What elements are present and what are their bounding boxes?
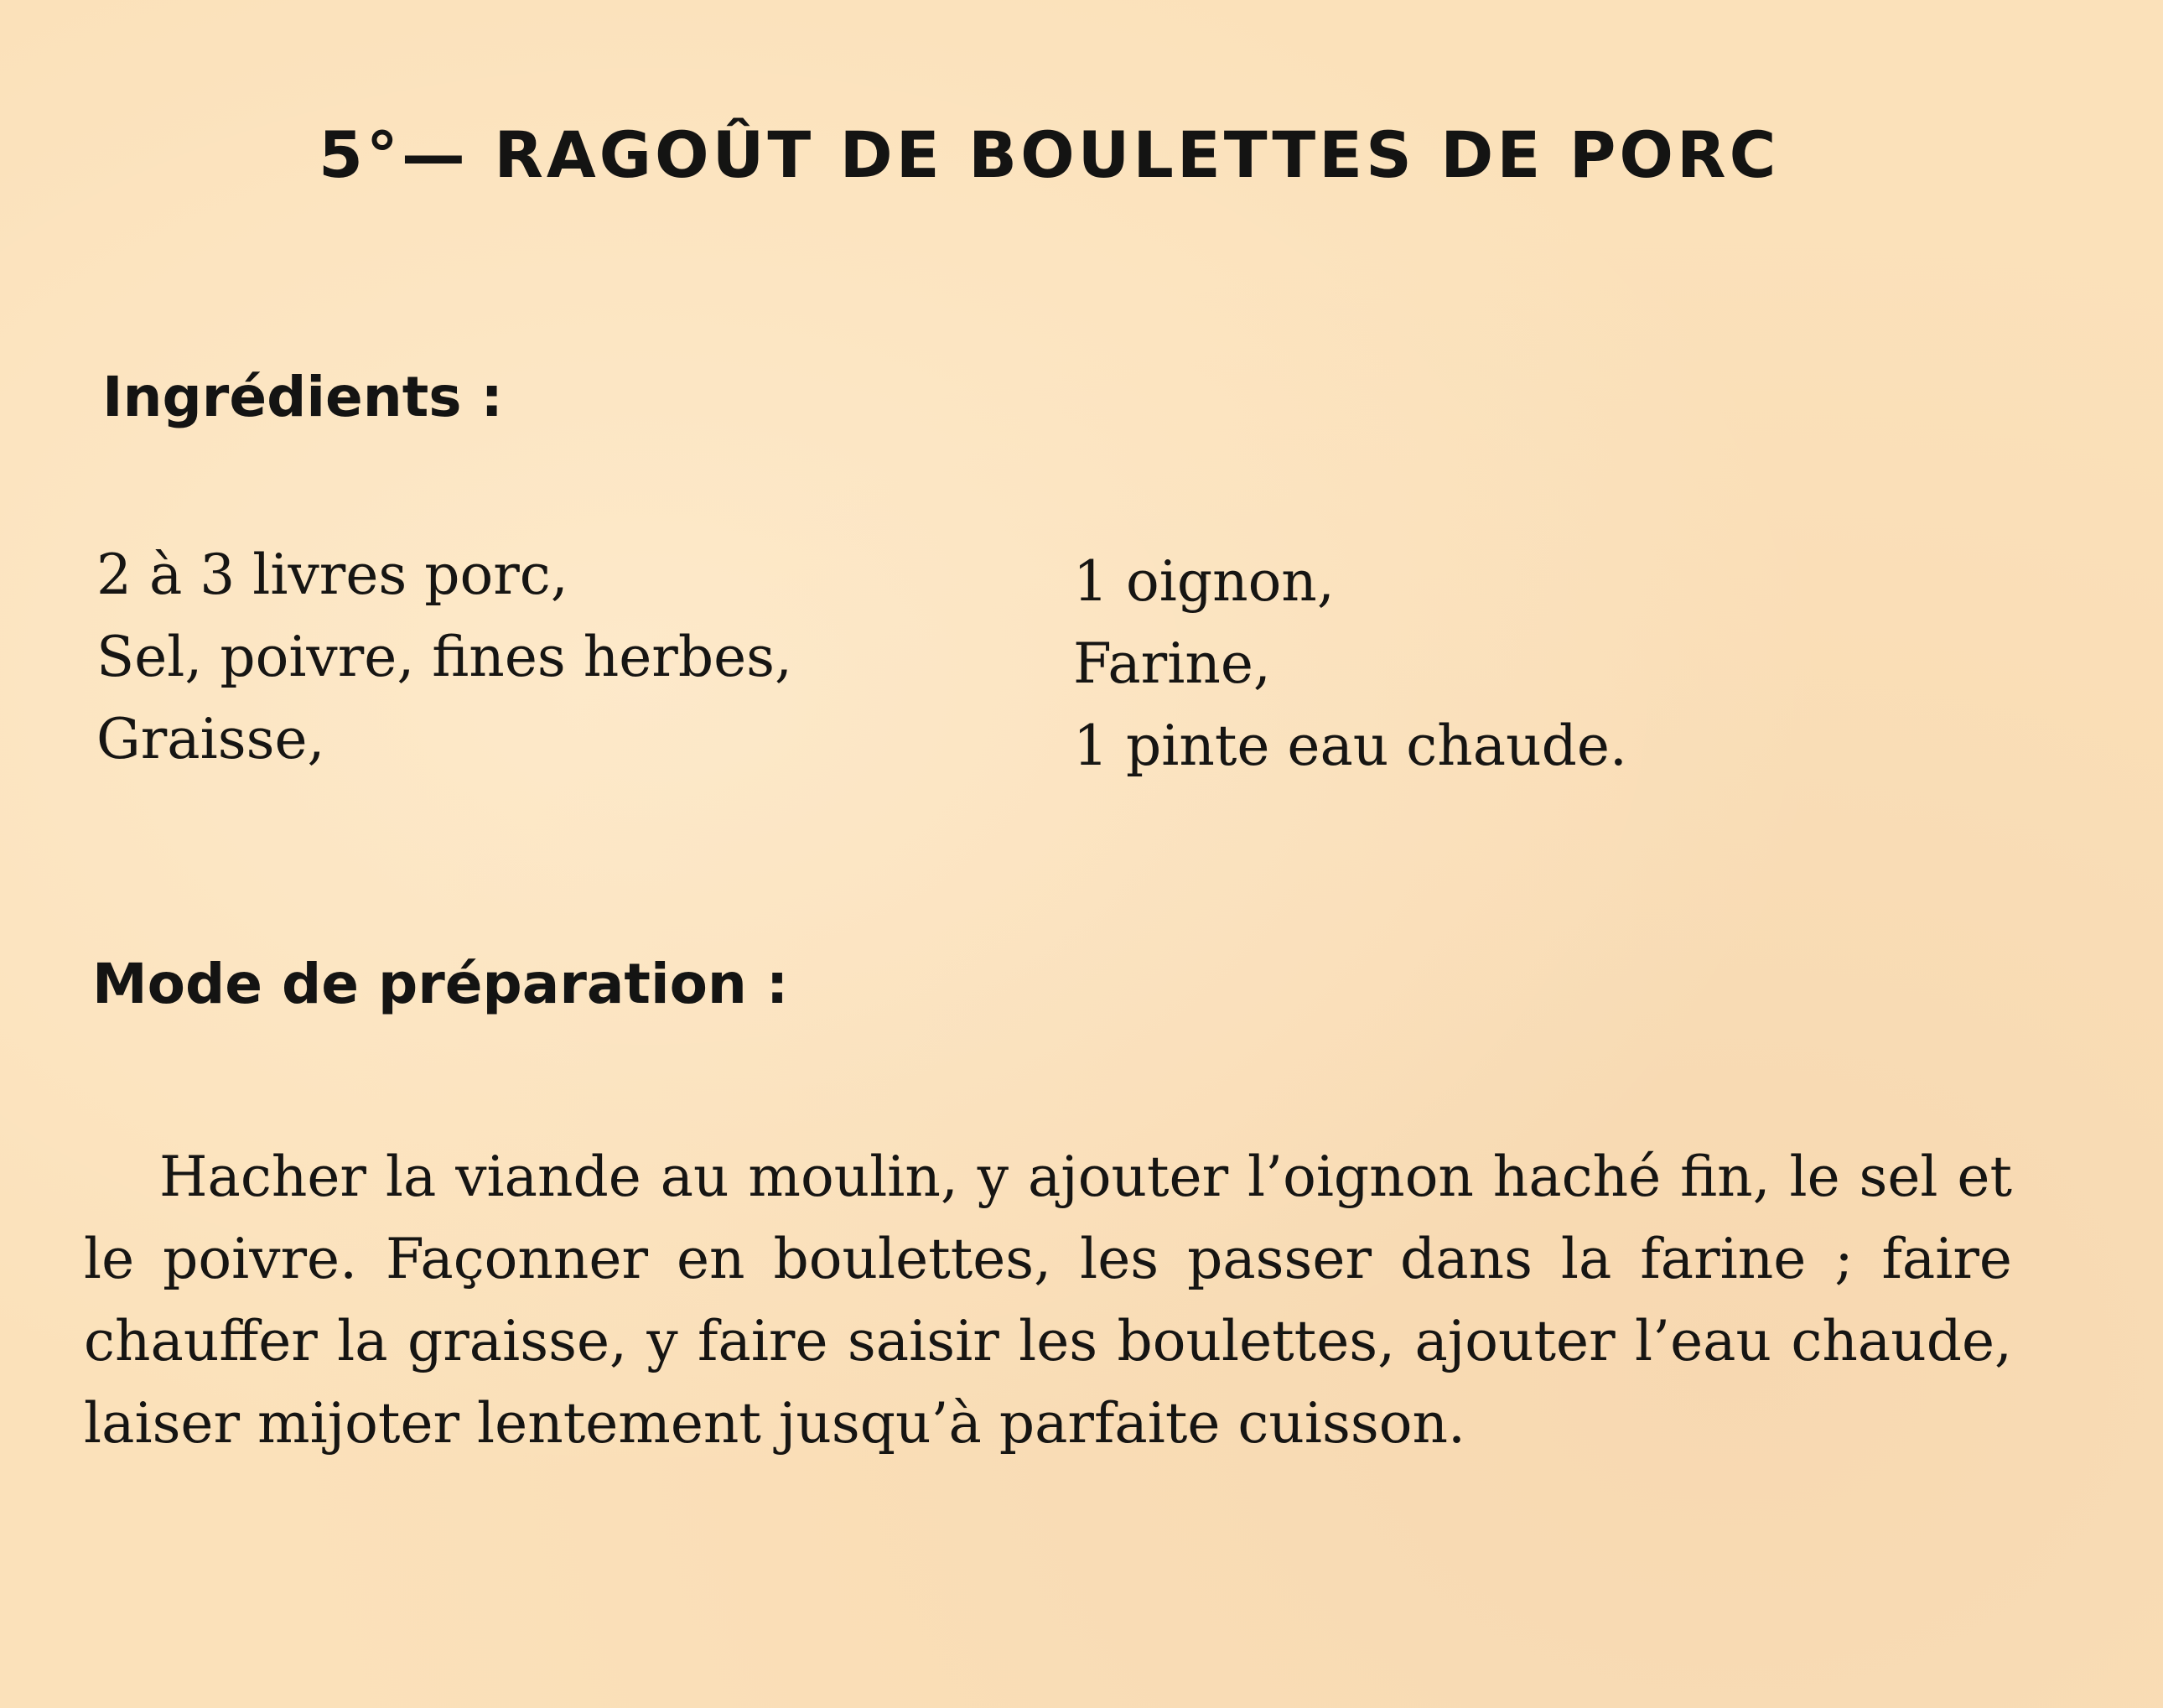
ingredients-right-column	[1073, 541, 1627, 787]
ingredient-item: Farine,	[1073, 631, 1271, 696]
method-paragraph: Hacher la viande au moulin, y ajouter l’oignon haché fin, le sel et le poivre. Façonner en boulettes, les passer dans la farine ; faire chauffer la graisse, y faire saisir les boulettes, ajouter l’eau chaude, laiser mijoter lentement jusqu’à parfaite cuisson.	[84, 1145, 2012, 1456]
ingredients-left-column	[96, 534, 792, 781]
recipe-title: 5°— RAGOÛT DE BOULETTES DE PORC	[319, 117, 1780, 192]
ingredient-item: 1 oignon,	[1073, 549, 1335, 614]
ingredient-item: 2 à 3 livres porc,	[96, 543, 568, 607]
ingredients-heading: Ingrédients :	[102, 365, 503, 429]
ingredient-item: 1 pinte eau chaude.	[1073, 714, 1627, 778]
ingredient-item: Sel, poivre, fines herbes,	[96, 625, 792, 689]
ingredient-item: Graisse,	[96, 707, 325, 771]
method-heading: Mode de préparation :	[92, 952, 789, 1016]
